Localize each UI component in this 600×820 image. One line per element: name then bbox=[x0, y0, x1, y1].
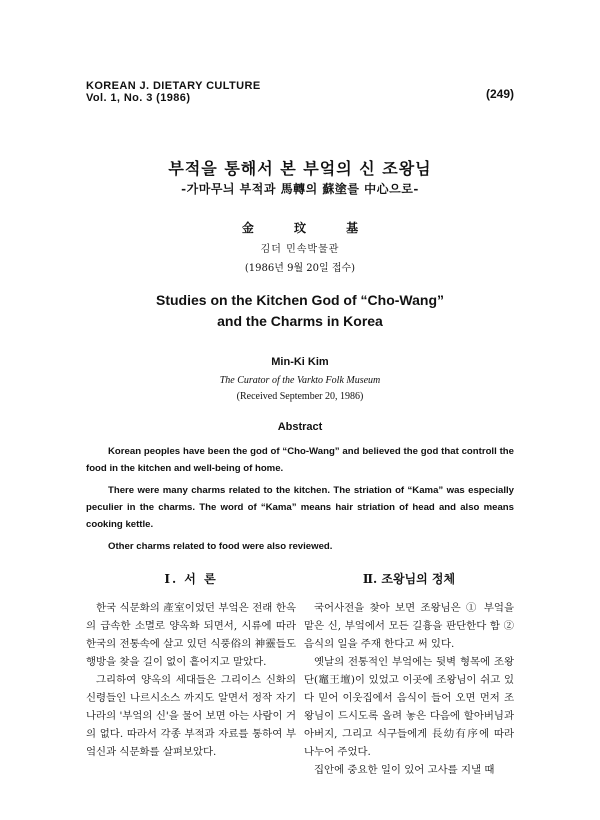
english-author: Min-Ki Kim bbox=[271, 356, 329, 368]
korean-affiliation: 김더 민속박물관 bbox=[260, 244, 340, 255]
english-received-date: (Received September 20, 1986) bbox=[236, 391, 364, 402]
korean-author: 金 玟 基 bbox=[241, 221, 377, 235]
abstract-heading: Abstract bbox=[277, 421, 323, 433]
section-2-heading: Ⅱ. 조왕님의 정체 bbox=[362, 572, 456, 586]
english-title bbox=[0, 290, 600, 332]
abstract-paragraph: Korean peoples have been the god of “Cho-Wang” and believed the god that controll the food in the kitchen and well-being of home. bbox=[86, 446, 514, 474]
body-paragraph: 옛날의 전통적인 부엌에는 뒷벽 형목에 조왕단(竈王壇)이 있었고 이곳에 조왕님이 쉬고 있다 믿어 이웃집에서 음식이 들어 오면 먼저 조왕님이 드시도록 올려 놓은 다음에 할아버님과 아버지, 그리고 식구들에게 長幼有序에 따라 나누어 주었다. bbox=[304, 656, 514, 758]
journal-header bbox=[86, 80, 261, 104]
left-column-body bbox=[86, 599, 296, 761]
body-paragraph: 그리하여 양옥의 세대들은 그리이스 신화의 신령들인 나르시소스 까지도 알면서 정작 자기 나라의 '부엌의 신'을 물어 보면 아는 사람이 거의 없다. 따라서 각종 부적과 자료를 통하여 부엌신과 식문화를 살펴보았다. bbox=[86, 674, 296, 758]
english-title-line-1: Studies on the Kitchen God of “Cho-Wang” bbox=[155, 292, 444, 308]
abstract-paragraph: There were many charms related to the kitchen. The striation of “Kama” was especially peculier in the charms. The word of “Kama” means hair striation of head and also means cooking kettle. bbox=[86, 485, 514, 530]
volume-issue: Vol. 1, No. 3 (1986) bbox=[86, 92, 191, 104]
body-paragraph: 집안에 중요한 일이 있어 고사를 지낼 때 bbox=[314, 764, 495, 776]
abstract-paragraph: Other charms related to food were also reviewed. bbox=[108, 541, 333, 552]
korean-subtitle: -가마무늬 부적과 馬轉의 蘇塗를 中心으로- bbox=[181, 182, 419, 196]
body-paragraph: 한국 식문화의 產室이었던 부엌은 전래 한옥의 급속한 소멸로 양옥화 되면서, 시류에 따라 한국의 전통속에 살고 있던 식풍俗의 神靈들도 행방을 찾을 길이 없이 흩어지고 말았다. bbox=[86, 602, 296, 668]
abstract-body bbox=[86, 443, 514, 560]
english-affiliation: The Curator of the Varkto Folk Museum bbox=[219, 375, 381, 386]
journal-title: KOREAN J. DIETARY CULTURE bbox=[86, 80, 261, 92]
section-1-heading: Ⅰ. 서 론 bbox=[164, 572, 218, 586]
english-title-line-2: and the Charms in Korea bbox=[217, 313, 383, 329]
korean-received-date: (1986년 9월 20일 접수) bbox=[244, 263, 356, 274]
page-number: (249) bbox=[485, 87, 514, 101]
right-column-body bbox=[304, 599, 514, 779]
body-paragraph: 국어사전을 찾아 보면 조왕님은 ① 부엌을 맡은 신, 부엌에서 모든 길흉을 판단한다 함 ② 음식의 일을 주재 한다고 써 있다. bbox=[304, 602, 514, 650]
korean-title: 부적을 통해서 본 부엌의 신 조왕님 bbox=[168, 159, 432, 178]
